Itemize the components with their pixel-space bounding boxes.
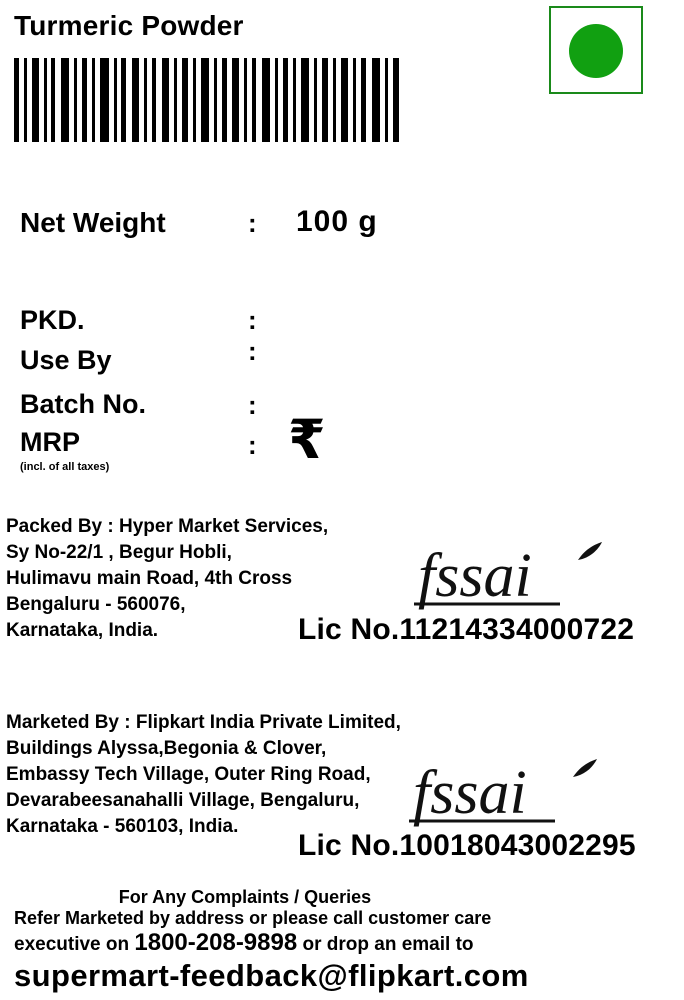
marketed-by-license: Lic No.10018043002295 <box>298 829 636 862</box>
packed-by-separator: : <box>102 516 120 537</box>
complaints-line-2-prefix: executive on <box>14 934 135 955</box>
marketed-by-line-4: Devarabeesanahalli Village, Bengaluru, <box>6 790 360 811</box>
feedback-email: supermart-feedback@flipkart.com <box>14 958 529 993</box>
fssai-logo <box>410 540 605 610</box>
packed-by-address <box>6 514 328 644</box>
fssai-logo-text: fssai <box>418 542 532 610</box>
packed-by-license: Lic No.11214334000722 <box>298 613 635 646</box>
marketed-by-text: Flipkart India Private Limited, <box>135 712 401 733</box>
packed-by-line-2: Sy No-22/1 , Begur Hobli, <box>6 542 232 563</box>
net-weight-colon: : <box>248 208 257 238</box>
use-by-label: Use By <box>20 345 112 375</box>
marketed-by-line-5: Karnataka - 560103, India. <box>6 816 239 837</box>
marketed-by-label: Marketed By : <box>6 712 131 733</box>
complaints-line-2 <box>14 929 474 957</box>
packed-by-text: Hyper Market Services, <box>119 516 329 537</box>
marketed-by-line-3: Embassy Tech Village, Outer Ring Road, <box>6 764 371 785</box>
net-weight-value: 100 g <box>296 205 378 238</box>
marketed-by-line-1 <box>6 710 401 736</box>
pkd-label: PKD. <box>20 305 85 335</box>
use-by-colon: : <box>248 336 257 366</box>
complaints-line-2-suffix: or drop an email to <box>297 934 474 955</box>
packed-by-line-5: Karnataka, India. <box>6 620 159 641</box>
batch-label: Batch No. <box>20 389 147 419</box>
packed-by-line-3: Hulimavu main Road, 4th Cross <box>6 568 293 589</box>
vegetarian-mark-icon <box>549 6 643 94</box>
packed-by-line-1 <box>6 514 328 540</box>
rupee-symbol: ₹ <box>288 408 326 471</box>
customer-care-phone: 1800-208-9898 <box>134 929 298 956</box>
net-weight-label: Net Weight <box>20 207 166 238</box>
product-title: Turmeric Powder <box>14 10 244 41</box>
fssai-logo-marketed <box>405 757 600 827</box>
packed-by-line-4: Bengaluru - 560076, <box>6 594 186 615</box>
packed-by-label: Packed By <box>6 516 103 537</box>
marketed-by-address <box>6 710 401 840</box>
barcode-icon <box>12 58 402 142</box>
pkd-colon: : <box>248 305 257 335</box>
mrp-label: MRP <box>20 427 80 457</box>
mrp-tax-note: (incl. of all taxes) <box>20 461 110 473</box>
batch-colon: : <box>248 390 257 420</box>
mrp-colon: : <box>248 430 257 460</box>
veg-dot <box>569 24 623 78</box>
complaints-heading: For Any Complaints / Queries <box>118 887 372 907</box>
complaints-line-1: Refer Marketed by address or please call customer care <box>14 908 492 928</box>
fssai-logo-text-marketed: fssai <box>413 759 527 827</box>
marketed-by-line-2: Buildings Alyssa,Begonia & Clover, <box>6 738 327 759</box>
